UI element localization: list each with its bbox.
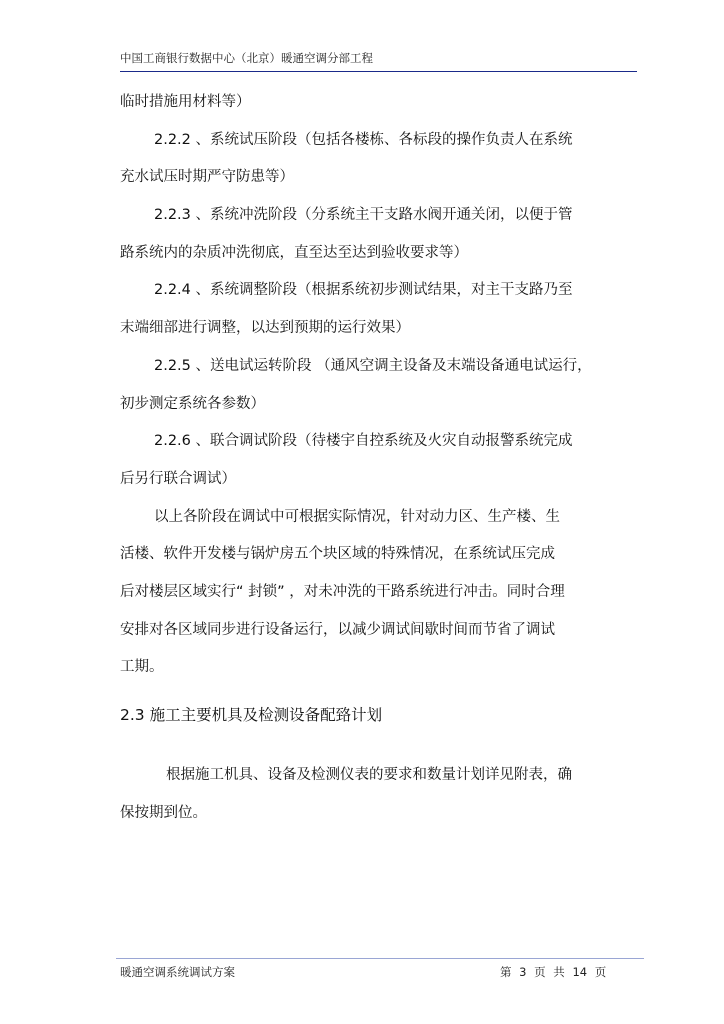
page-number: 第 3 页 共 14 页: [500, 965, 607, 979]
page-header: 中国工商银行数据中心（北京）暖通空调分部工程: [120, 51, 373, 65]
paragraph-line: 保按期到位。: [120, 805, 207, 821]
header-rule: [120, 71, 637, 72]
paragraph-line: 末端细部进行调整，以达到预期的运行效果）: [120, 320, 410, 337]
paragraph-line: 活楼、软件开发楼与锅炉房五个块区域的特殊情况，在系统试压完成: [120, 546, 555, 563]
paragraph-line: 以上各阶段在调试中可根据实际情况，针对动力区、生产楼、生: [154, 508, 560, 525]
paragraph-line: 后对楼层区域实行“ 封锁” ，对未冲洗的干路系统进行冲击。同时合理: [120, 583, 565, 600]
section-body: [120, 756, 625, 832]
paragraph-line: 后另行联合调试）: [120, 470, 236, 487]
paragraph-line: 2.2.5 、送电试运转阶段 （通风空调主设备及末端设备通电试运行，: [154, 357, 592, 374]
paragraph-line: 安排对各区域同步进行设备运行，以减少调试间歇时间而节省了调试: [120, 621, 555, 638]
paragraph-line: 路系统内的杂质冲洗彻底，直至达至达到验收要求等）: [120, 244, 468, 261]
paragraph-line: 根据施工机具、设备及检测仪表的要求和数量计划详见附表，确: [166, 767, 572, 783]
body-text: [120, 84, 625, 687]
paragraph-line: 充水试压时期严守防患等）: [120, 169, 294, 186]
paragraph-line: 工期。: [120, 659, 164, 676]
footer-rule: [116, 958, 644, 959]
paragraph-line: 2.2.2 、系统试压阶段（包括各楼栋、各标段的操作负责人在系统: [154, 131, 573, 148]
paragraph-line: 2.2.4 、系统调整阶段（根据系统初步测试结果，对主干支路乃至: [154, 282, 573, 299]
section-heading: 2.3 施工主要机具及检测设备配臵计划: [120, 706, 383, 724]
paragraph-line: 初步测定系统各参数）: [120, 395, 265, 412]
paragraph-line: 2.2.3 、系统冲洗阶段（分系统主干支路水阀开通关闭，以便于管: [154, 207, 573, 224]
paragraph-line: 临时措施用材料等）: [120, 94, 251, 110]
paragraph-line: 2.2.6 、联合调试阶段（待楼宇自控系统及火灾自动报警系统完成: [154, 433, 573, 450]
footer-doc-title: 暖通空调系统调试方案: [120, 965, 235, 979]
